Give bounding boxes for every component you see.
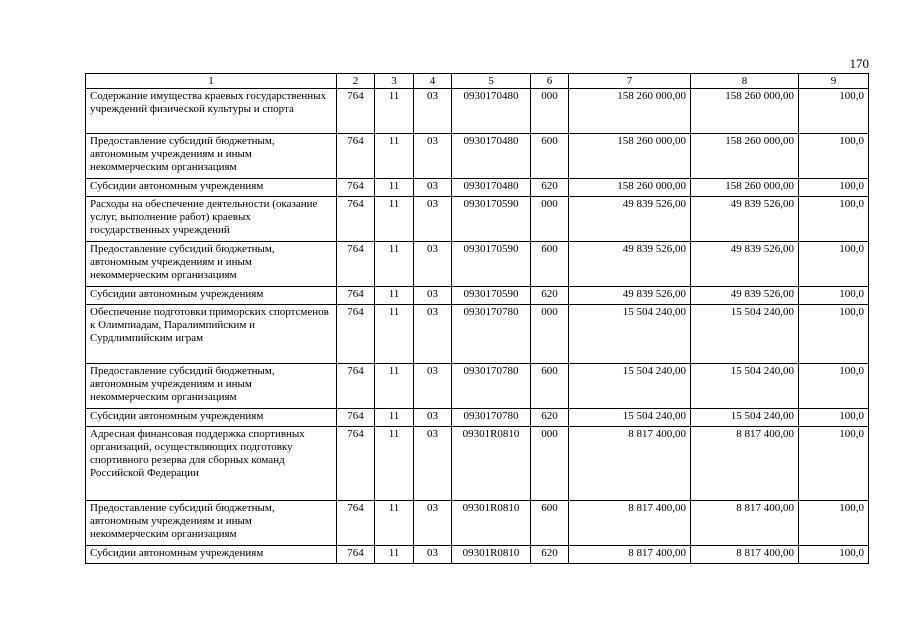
row-section: 11 — [375, 501, 414, 546]
row-executed-amount: 158 260 000,00 — [691, 89, 799, 134]
row-name: Содержание имущества краевых государственных учреждений физической культуры и спорта — [86, 89, 337, 134]
row-executed-amount: 8 817 400,00 — [691, 427, 799, 501]
row-expense-type: 000 — [531, 427, 569, 501]
row-planned-amount: 158 260 000,00 — [569, 89, 691, 134]
row-section: 11 — [375, 197, 414, 242]
row-execution-percent: 100,0 — [799, 179, 869, 197]
row-executed-amount: 8 817 400,00 — [691, 501, 799, 546]
row-target-article: 09301R0810 — [452, 546, 531, 564]
table-row — [86, 197, 869, 242]
row-planned-amount: 15 504 240,00 — [569, 305, 691, 364]
row-section: 11 — [375, 242, 414, 287]
column-header-4: 4 — [414, 74, 452, 89]
row-ministry-code: 764 — [337, 501, 375, 546]
row-target-article: 0930170480 — [452, 89, 531, 134]
row-execution-percent: 100,0 — [799, 134, 869, 179]
table-row — [86, 546, 869, 564]
row-subsection: 03 — [414, 197, 452, 242]
row-subsection: 03 — [414, 501, 452, 546]
row-expense-type: 000 — [531, 305, 569, 364]
page-number: 170 — [849, 56, 869, 71]
row-planned-amount: 8 817 400,00 — [569, 546, 691, 564]
table-row — [86, 409, 869, 427]
row-section: 11 — [375, 364, 414, 409]
row-name: Субсидии автономным учреждениям — [86, 409, 337, 427]
table-row — [86, 305, 869, 364]
row-planned-amount: 8 817 400,00 — [569, 501, 691, 546]
row-executed-amount: 49 839 526,00 — [691, 197, 799, 242]
row-subsection: 03 — [414, 305, 452, 364]
table-row — [86, 134, 869, 179]
row-executed-amount: 49 839 526,00 — [691, 242, 799, 287]
row-target-article: 09301R0810 — [452, 501, 531, 546]
table-row — [86, 179, 869, 197]
row-name: Предоставление субсидий бюджетным, автономным учреждениям и иным некоммерческим организациям — [86, 364, 337, 409]
row-execution-percent: 100,0 — [799, 287, 869, 305]
row-execution-percent: 100,0 — [799, 305, 869, 364]
row-execution-percent: 100,0 — [799, 197, 869, 242]
budget-table — [85, 73, 869, 564]
row-planned-amount: 15 504 240,00 — [569, 409, 691, 427]
row-section: 11 — [375, 409, 414, 427]
column-header-5: 5 — [452, 74, 531, 89]
row-target-article: 0930170780 — [452, 305, 531, 364]
row-planned-amount: 15 504 240,00 — [569, 364, 691, 409]
row-ministry-code: 764 — [337, 134, 375, 179]
row-planned-amount: 49 839 526,00 — [569, 287, 691, 305]
row-subsection: 03 — [414, 287, 452, 305]
row-subsection: 03 — [414, 179, 452, 197]
row-execution-percent: 100,0 — [799, 409, 869, 427]
row-ministry-code: 764 — [337, 197, 375, 242]
column-header-6: 6 — [531, 74, 569, 89]
row-section: 11 — [375, 179, 414, 197]
row-target-article: 0930170480 — [452, 134, 531, 179]
row-executed-amount: 15 504 240,00 — [691, 409, 799, 427]
column-header-9: 9 — [799, 74, 869, 89]
row-executed-amount: 158 260 000,00 — [691, 179, 799, 197]
table-row — [86, 89, 869, 134]
row-ministry-code: 764 — [337, 179, 375, 197]
row-target-article: 0930170590 — [452, 197, 531, 242]
column-header-3: 3 — [375, 74, 414, 89]
row-section: 11 — [375, 427, 414, 501]
row-subsection: 03 — [414, 89, 452, 134]
row-expense-type: 600 — [531, 134, 569, 179]
row-subsection: 03 — [414, 409, 452, 427]
row-ministry-code: 764 — [337, 89, 375, 134]
row-name: Предоставление субсидий бюджетным, автономным учреждениям и иным некоммерческим организациям — [86, 501, 337, 546]
row-expense-type: 600 — [531, 501, 569, 546]
row-name: Субсидии автономным учреждениям — [86, 287, 337, 305]
row-ministry-code: 764 — [337, 427, 375, 501]
row-ministry-code: 764 — [337, 242, 375, 287]
row-name: Предоставление субсидий бюджетным, автономным учреждениям и иным некоммерческим организациям — [86, 134, 337, 179]
row-executed-amount: 158 260 000,00 — [691, 134, 799, 179]
row-target-article: 09301R0810 — [452, 427, 531, 501]
row-section: 11 — [375, 89, 414, 134]
row-expense-type: 600 — [531, 364, 569, 409]
row-target-article: 0930170590 — [452, 287, 531, 305]
row-subsection: 03 — [414, 364, 452, 409]
row-expense-type: 000 — [531, 89, 569, 134]
row-expense-type: 620 — [531, 409, 569, 427]
row-section: 11 — [375, 134, 414, 179]
row-target-article: 0930170780 — [452, 364, 531, 409]
column-header-7: 7 — [569, 74, 691, 89]
row-subsection: 03 — [414, 427, 452, 501]
table-row — [86, 427, 869, 501]
row-name: Субсидии автономным учреждениям — [86, 179, 337, 197]
table-row — [86, 242, 869, 287]
row-planned-amount: 49 839 526,00 — [569, 197, 691, 242]
row-expense-type: 620 — [531, 287, 569, 305]
column-header-1: 1 — [86, 74, 337, 89]
row-executed-amount: 8 817 400,00 — [691, 546, 799, 564]
row-planned-amount: 158 260 000,00 — [569, 134, 691, 179]
row-execution-percent: 100,0 — [799, 89, 869, 134]
row-target-article: 0930170780 — [452, 409, 531, 427]
row-planned-amount: 8 817 400,00 — [569, 427, 691, 501]
row-subsection: 03 — [414, 134, 452, 179]
row-execution-percent: 100,0 — [799, 364, 869, 409]
row-name: Субсидии автономным учреждениям — [86, 546, 337, 564]
row-executed-amount: 15 504 240,00 — [691, 364, 799, 409]
row-section: 11 — [375, 287, 414, 305]
row-name: Предоставление субсидий бюджетным, автономным учреждениям и иным некоммерческим организациям — [86, 242, 337, 287]
row-name: Расходы на обеспечение деятельности (оказание услуг, выполнение работ) краевых государственных учреждений — [86, 197, 337, 242]
row-executed-amount: 15 504 240,00 — [691, 305, 799, 364]
table-row — [86, 501, 869, 546]
row-section: 11 — [375, 546, 414, 564]
row-ministry-code: 764 — [337, 364, 375, 409]
row-expense-type: 600 — [531, 242, 569, 287]
row-planned-amount: 49 839 526,00 — [569, 242, 691, 287]
row-subsection: 03 — [414, 546, 452, 564]
row-ministry-code: 764 — [337, 546, 375, 564]
row-subsection: 03 — [414, 242, 452, 287]
row-planned-amount: 158 260 000,00 — [569, 179, 691, 197]
row-ministry-code: 764 — [337, 305, 375, 364]
row-execution-percent: 100,0 — [799, 546, 869, 564]
table-row — [86, 364, 869, 409]
row-ministry-code: 764 — [337, 287, 375, 305]
row-name: Адресная финансовая поддержка спортивных организаций, осуществляющих подготовку спортивного резерва для сборных команд Российской Федерации — [86, 427, 337, 501]
header-row — [86, 74, 869, 89]
row-execution-percent: 100,0 — [799, 427, 869, 501]
row-execution-percent: 100,0 — [799, 501, 869, 546]
row-execution-percent: 100,0 — [799, 242, 869, 287]
column-header-8: 8 — [691, 74, 799, 89]
row-target-article: 0930170590 — [452, 242, 531, 287]
row-executed-amount: 49 839 526,00 — [691, 287, 799, 305]
row-section: 11 — [375, 305, 414, 364]
column-header-2: 2 — [337, 74, 375, 89]
row-target-article: 0930170480 — [452, 179, 531, 197]
row-expense-type: 620 — [531, 546, 569, 564]
row-expense-type: 620 — [531, 179, 569, 197]
row-name: Обеспечение подготовки приморских спортсменов к Олимпиадам, Паралимпийским и Сурдлимпийским играм — [86, 305, 337, 364]
row-ministry-code: 764 — [337, 409, 375, 427]
table-row — [86, 287, 869, 305]
row-expense-type: 000 — [531, 197, 569, 242]
